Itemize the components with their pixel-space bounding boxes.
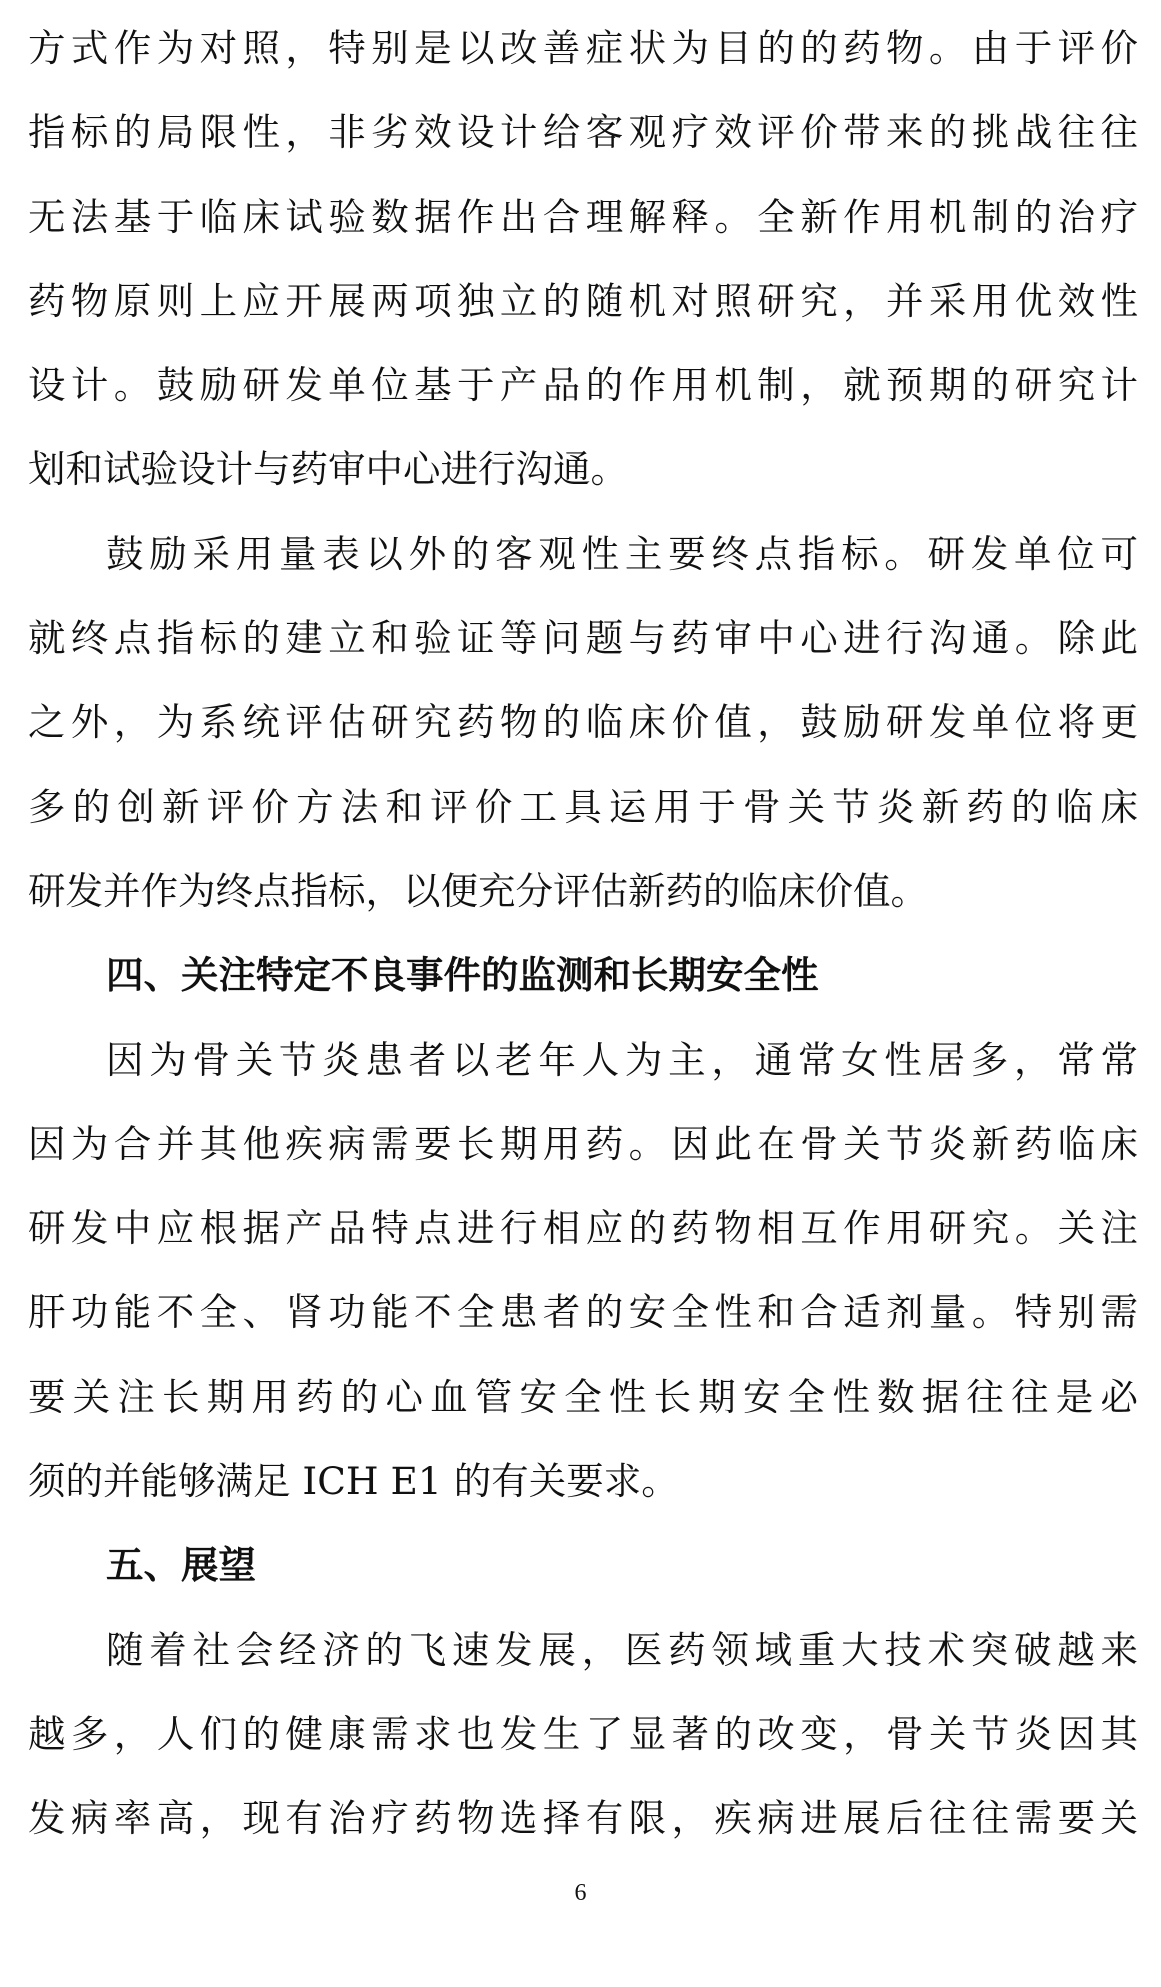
paragraph-line: 多的创新评价方法和评价工具运用于骨关节炎新药的临床 xyxy=(28,784,1138,829)
paragraph-line: 方式作为对照，特别是以改善症状为目的的药物。由于评价 xyxy=(28,26,1138,70)
section-heading: 四、关注特定不良事件的监测和长期安全性 xyxy=(106,953,819,998)
paragraph-line: 越多，人们的健康需求也发生了显著的改变，骨关节炎因其 xyxy=(28,1711,1138,1756)
page-number: 6 xyxy=(574,1880,587,1906)
paragraph-line: 设计。鼓励研发单位基于产品的作用机制，就预期的研究计 xyxy=(28,363,1138,408)
paragraph-line: 因为骨关节炎患者以老年人为主，通常女性居多，常常 xyxy=(106,1037,1138,1082)
paragraph-line: 要关注长期用药的心血管安全性长期安全性数据往往是必 xyxy=(28,1374,1138,1419)
paragraph-line: 划和试验设计与药审中心进行沟通。 xyxy=(28,447,628,492)
paragraph-line: 药物原则上应开展两项独立的随机对照研究，并采用优效性 xyxy=(28,278,1138,323)
paragraph-line: 肝功能不全、肾功能不全患者的安全性和合适剂量。特别需 xyxy=(28,1290,1138,1335)
paragraph-line: 鼓励采用量表以外的客观性主要终点指标。研发单位可 xyxy=(106,531,1138,576)
paragraph-line: 之外，为系统评估研究药物的临床价值，鼓励研发单位将更 xyxy=(28,700,1138,745)
paragraph-line: 无法基于临床试验数据作出合理解释。全新作用机制的治疗 xyxy=(28,194,1138,239)
paragraph-line: 指标的局限性，非劣效设计给客观疗效评价带来的挑战往往 xyxy=(28,110,1138,155)
document-page xyxy=(28,6,1138,1861)
paragraph-line: 须的并能够满足 ICH E1 的有关要求。 xyxy=(28,1459,679,1504)
section-heading: 五、展望 xyxy=(106,1543,256,1588)
paragraph-line: 发病率高，现有治疗药物选择有限，疾病进展后往往需要关 xyxy=(28,1796,1138,1841)
paragraph-line: 随着社会经济的飞速发展，医药领域重大技术突破越来 xyxy=(106,1627,1138,1672)
paragraph-line: 因为合并其他疾病需要长期用药。因此在骨关节炎新药临床 xyxy=(28,1121,1138,1166)
paragraph-line: 研发并作为终点指标，以便充分评估新药的临床价值。 xyxy=(28,868,928,913)
paragraph-line: 就终点指标的建立和验证等问题与药审中心进行沟通。除此 xyxy=(28,616,1138,661)
paragraph-line: 研发中应根据产品特点进行相应的药物相互作用研究。关注 xyxy=(28,1206,1138,1251)
